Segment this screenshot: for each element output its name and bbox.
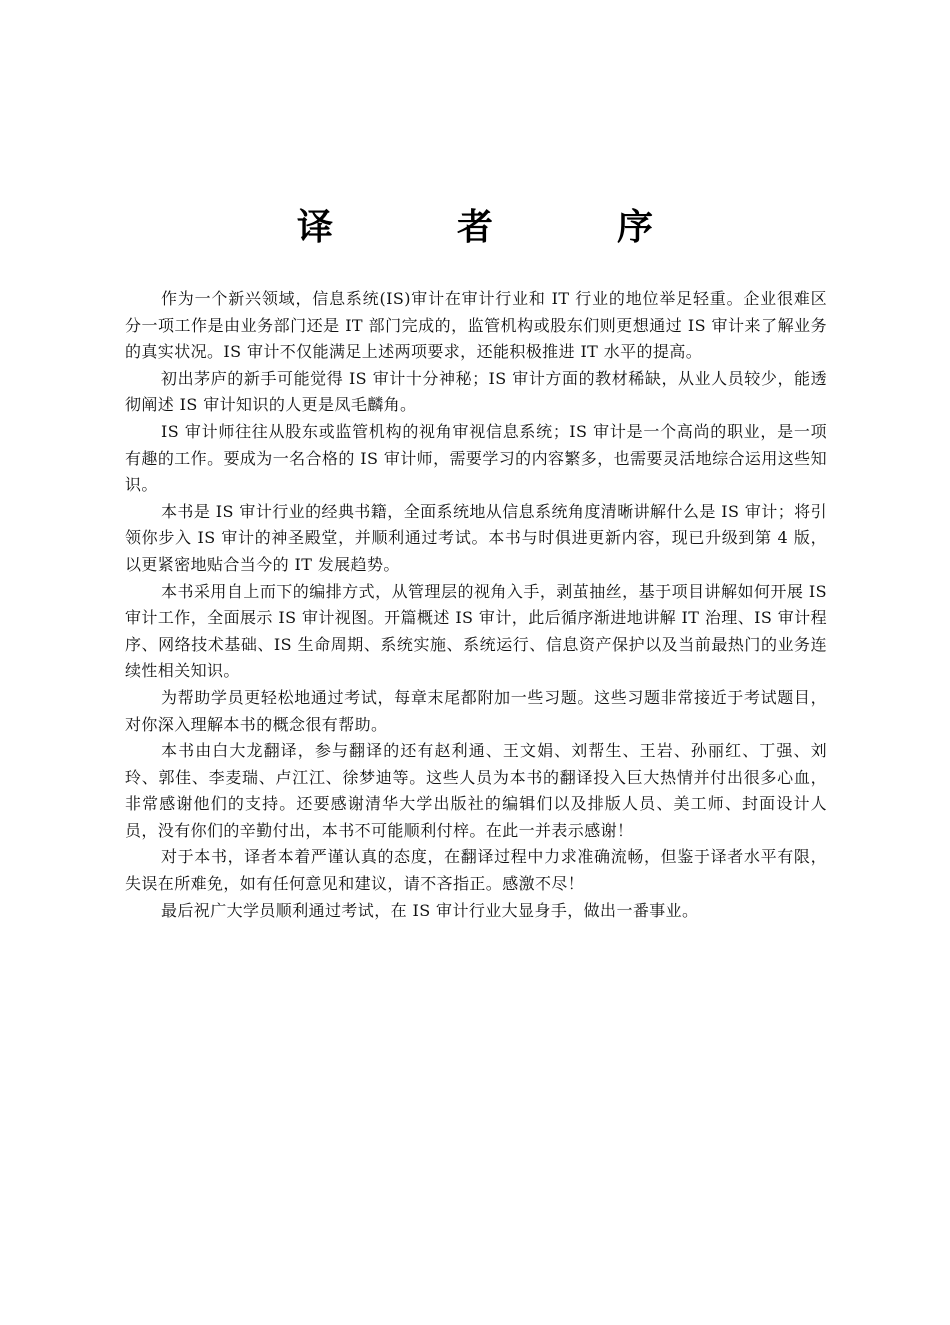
- paragraph: 为帮助学员更轻松地通过考试，每章末尾都附加一些习题。这些习题非常接近于考试题目，对你深入理解本书的概念很有帮助。: [125, 687, 827, 734]
- paragraph: IS 审计师往往从股东或监管机构的视角审视信息系统；IS 审计是一个高尚的职业，是一项有趣的工作。要成为一名合格的 IS 审计师，需要学习的内容繁多，也需要灵活地综合运用这些知识。: [125, 421, 827, 495]
- paragraph: 本书由白大龙翻译，参与翻译的还有赵利通、王文娟、刘帮生、王岩、孙丽红、丁强、刘玲、郭佳、李麦瑞、卢江江、徐梦迪等。这些人员为本书的翻译投入巨大热情并付出很多心血，非常感谢他们的支持。还要感谢清华大学出版社的编辑们以及排版人员、美工师、封面设计人员，没有你们的辛勤付出，本书不可能顺利付梓。在此一并表示感谢！: [125, 741, 827, 840]
- paragraph: 作为一个新兴领域，信息系统(IS)审计在审计行业和 IT 行业的地位举足轻重。企业很难区分一项工作是由业务部门还是 IT 部门完成的，监管机构或股东们则更想通过 IS 审计来了解业务的真实状况。IS 审计不仅能满足上述两项要求，还能积极推进 IT 水平的提高。: [125, 289, 827, 362]
- preface-body: [125, 286, 827, 924]
- page-title: 译 者 序: [296, 207, 697, 248]
- paragraph: 初出茅庐的新手可能觉得 IS 审计十分神秘；IS 审计方面的教材稀缺，从业人员较少，能透彻阐述 IS 审计知识的人更是凤毛麟角。: [125, 368, 827, 415]
- paragraph: 对于本书，译者本着严谨认真的态度，在翻译过程中力求准确流畅，但鉴于译者水平有限，失误在所难免，如有任何意见和建议，请不吝指正。感激不尽！: [125, 847, 827, 894]
- paragraph: 本书采用自上而下的编排方式，从管理层的视角入手，剥茧抽丝，基于项目讲解如何开展 IS 审计工作，全面展示 IS 审计视图。开篇概述 IS 审计，此后循序渐进地讲解 IT 治理、IS 审计程序、网络技术基础、IS 生命周期、系统实施、系统运行、信息资产保护以及当前最热门的业务连续性相关知识。: [125, 581, 827, 681]
- paragraph: 最后祝广大学员顺利通过考试，在 IS 审计行业大显身手，做出一番事业。: [161, 900, 699, 920]
- paragraph: 本书是 IS 审计行业的经典书籍，全面系统地从信息系统角度清晰讲解什么是 IS 审计；将引领你步入 IS 审计的神圣殿堂，并顺利通过考试。本书与时俱进更新内容，现已升级到第 4 版，以更紧密地贴合当今的 IT 发展趋势。: [125, 501, 827, 574]
